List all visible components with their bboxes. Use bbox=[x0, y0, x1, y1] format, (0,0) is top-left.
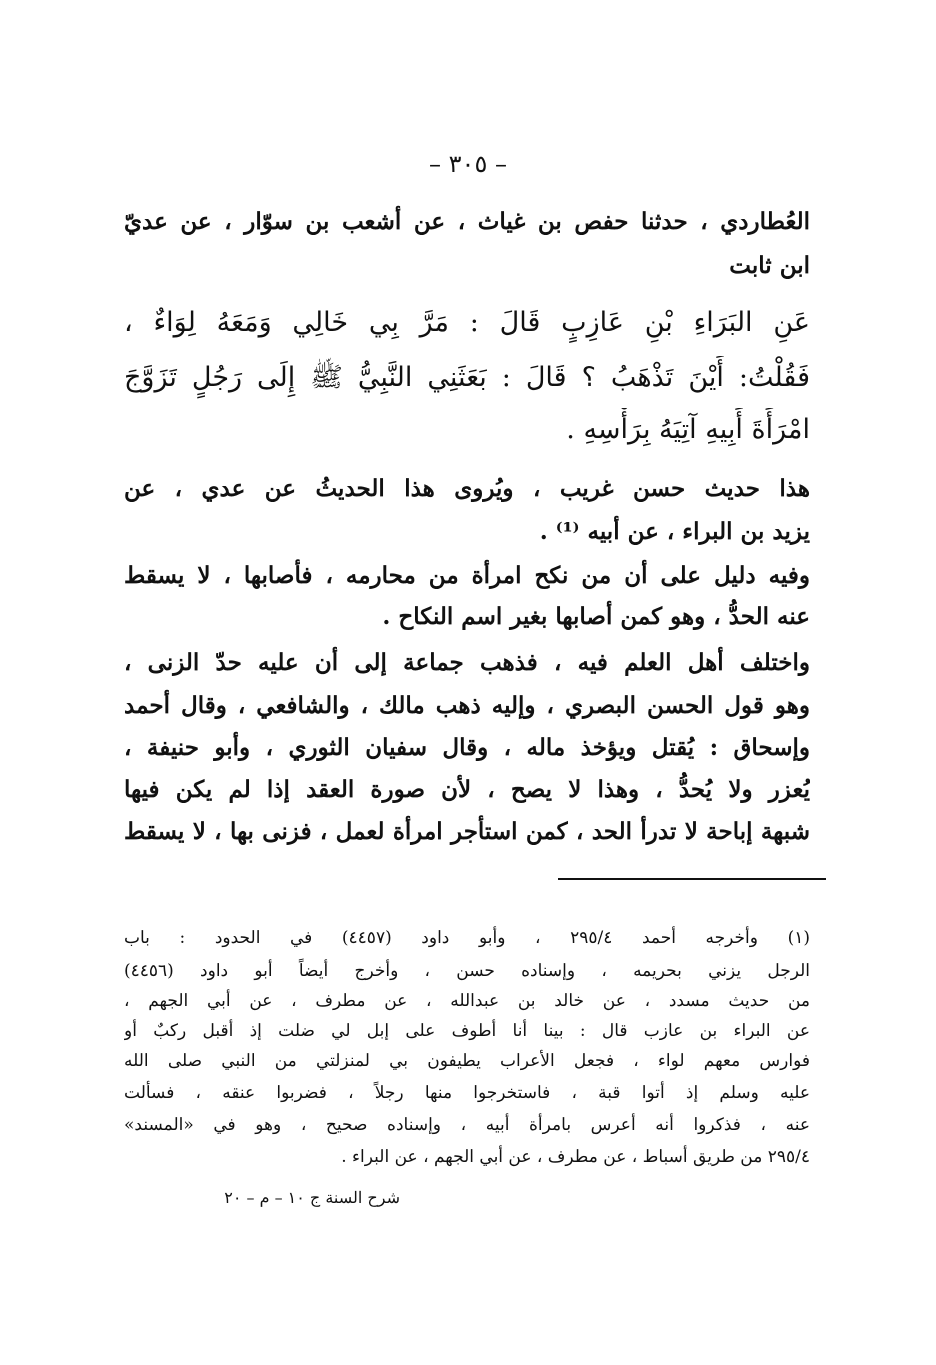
text-line: هذا حديث حسن غريب ، ويُروى هذا الحديثُ عن عدي ، عن bbox=[124, 475, 810, 502]
footnote-line: عن البراء بن عازب قال : بينا أنا أطوف على إبل لي ضلت إذ أقبل ركبٌ أو bbox=[124, 1021, 810, 1041]
footnote-separator bbox=[558, 878, 826, 880]
footnote-line: ٢٩٥/٤ من طريق أسباط ، عن مطرف ، عن أبي الجهم ، عن البراء . bbox=[341, 1147, 810, 1167]
book-signature: شرح السنة ج ١٠ – م – ٢٠ bbox=[224, 1188, 400, 1207]
hadith-line: فَقُلْتُ: أَيْنَ تَذْهَبُ ؟ قَالَ : بَعَثَنِي النَّبِيُّ ﷺ إِلَى رَجُلٍ تَزَوَّجَ bbox=[124, 362, 810, 393]
page-number: – ٣٠٥ – bbox=[429, 150, 507, 178]
text-line: واختلف أهل العلم فيه ، فذهب جماعة إلى أن عليه حدّ الزنى ، bbox=[124, 649, 810, 676]
hadith-line: امْرَأَةَ أَبِيهِ آتِيَهُ بِرَأْسِهِ . bbox=[566, 414, 810, 445]
text-line: يزيد بن البراء ، عن أبيه ⁽¹⁾ . bbox=[539, 518, 810, 545]
text-line: العُطاردي ، حدثنا حفص بن غياث ، عن أشعب بن سوّار ، عن عديّ bbox=[124, 208, 810, 235]
footnote-line: عليه وسلم إذ أتوا قبة ، فاستخرجوا منها رجلاً ، فضربوا عنقه ، فسألت bbox=[124, 1083, 810, 1103]
text-line: وإسحاق : يُقتل ويؤخذ ماله ، وقال سفيان الثوري ، وأبو حنيفة ، bbox=[124, 734, 810, 761]
footnote-line: عنه ، فذكروا أنه أعرس بامرأة أبيه ، وإسناده صحيح ، وهو في «المسند» bbox=[124, 1115, 810, 1135]
footnote-line: من حديث مسدد ، عن خالد بن عبدالله ، عن مطرف ، عن أبي الجهم ، bbox=[124, 991, 810, 1011]
text-line: شبهة إباحة لا تدرأ الحد ، كمن استأجر امرأة لعمل ، فزنى بها ، لا يسقط bbox=[124, 818, 810, 845]
text-line: عنه الحدُّ ، وهو كمن أصابها بغير اسم النكاح . bbox=[382, 603, 810, 630]
footnote-line: الرجل يزني بحريمه ، وإسناده حسن ، وأخرج أيضاً أبو داود (٤٤٥٦) bbox=[124, 961, 810, 981]
text-line: ابن ثابت bbox=[729, 252, 810, 279]
text-line: يُعزر ولا يُحدُّ ، وهذا لا يصح ، لأن صورة العقد إذا لم يكن فيها bbox=[124, 776, 810, 803]
hadith-line: عَنِ البَرَاءِ بْنِ عَازِبٍ قَالَ : مَرَّ بِي خَالِي وَمَعَهُ لِوَاءٌ ، bbox=[124, 307, 810, 338]
text-line: وهو قول الحسن البصري ، وإليه ذهب مالك ، والشافعي ، وقال أحمد bbox=[124, 692, 810, 719]
text-line: وفيه دليل على أن من نكح امرأة من محارمه ، فأصابها ، لا يسقط bbox=[124, 562, 810, 589]
footnote-line: (١) وأخرجه أحمد ٢٩٥/٤ ، وأبو داود (٤٤٥٧) في الحدود : باب bbox=[124, 928, 810, 948]
footnote-line: فوارس معهم لواء ، فجعل الأعراب يطيفون بي لمنزلتي من النبي صلى الله bbox=[124, 1051, 810, 1071]
